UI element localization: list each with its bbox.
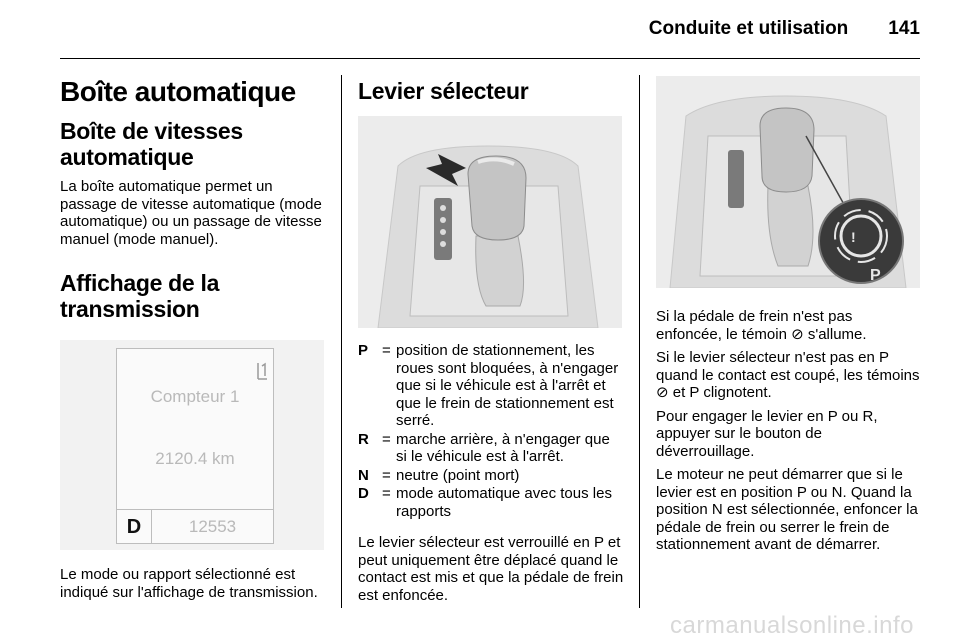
header-rule: [60, 58, 920, 59]
definition-list: [358, 342, 624, 520]
svg-text:P: P: [870, 267, 881, 284]
display-heading: Affichage de la transmission: [60, 270, 220, 322]
column-right: [656, 72, 920, 554]
definition-separator: =: [382, 485, 391, 502]
counter-label: Compteur 1: [150, 387, 240, 406]
section-title: Conduite et utilisation: [648, 18, 849, 39]
gear-lever-illustration: [358, 116, 622, 328]
definition-key: N: [358, 466, 369, 484]
definition-item: [358, 467, 624, 485]
paragraph: Pour engager le levier en P ou R, appuyer sur le bouton de déverrouillage.: [656, 407, 878, 460]
column-middle: [358, 72, 624, 604]
distance-value: 2120.4 km: [155, 449, 235, 468]
column-left: [60, 72, 326, 601]
unlock-button-closeup: [656, 76, 920, 288]
display-bottom-row: [117, 509, 273, 544]
trip-reset-icon: [255, 361, 269, 381]
transmission-display-image: [60, 340, 324, 550]
column-divider: [639, 75, 640, 608]
definition-item: [358, 431, 624, 466]
definition-text: marche arrière, à n'engager que si le véhicule est à l'arrêt.: [396, 430, 610, 465]
definition-text: mode automatique avec tous les rapports: [396, 485, 612, 520]
paragraph: Si la pédale de frein n'est pas enfoncée, le témoin ⊘ s'allume.: [656, 308, 867, 343]
gear-lever-drawing: [358, 116, 622, 328]
subtitle: Boîte de vitesses automatique: [60, 118, 243, 170]
definition-separator: =: [382, 466, 391, 484]
page-title: Boîte automatique: [60, 76, 296, 107]
lock-text: Le levier sélecteur est verrouillé en P et peut uniquement être déplacé quand le contact est mis et que la pédale de frein est enfoncée.: [358, 534, 624, 604]
column-divider: [341, 75, 342, 608]
paragraph: Si le levier sélecteur n'est pas en P quand le contact est coupé, les témoins ⊘ et P clignotent.: [656, 349, 920, 401]
definition-text: position de stationnement, les roues sont bloquées, à n'engager que si le véhicule est à l'arrêt et que le frein de stationnement est serré.: [396, 342, 619, 429]
definition-key: R: [358, 430, 369, 448]
definition-item: [358, 485, 624, 520]
page-header: [649, 18, 920, 48]
paragraph: Le moteur ne peut démarrer que si le levier est en position P ou N. Quand la position N est sélectionnée, enfoncer la pédale de frein ou serrer le frein de stationnement avant de démarrer.: [656, 466, 918, 553]
definition-key: P: [358, 342, 369, 359]
intro-text: La boîte automatique permet un passage de vitesse automatique (mode automatique) ou un passage de vitesse manuel (mode manuel).: [60, 178, 322, 248]
svg-text:!: !: [851, 229, 856, 245]
definition-item: [358, 342, 624, 430]
definition-separator: =: [382, 342, 391, 359]
watermark: carmanualsonline.info: [670, 612, 914, 639]
definition-text: neutre (point mort): [396, 466, 520, 484]
odometer-value: 12553: [188, 517, 237, 536]
section-heading: Levier sélecteur: [358, 78, 529, 104]
page-number: 141: [888, 18, 920, 39]
gear-indicator: D: [117, 510, 152, 544]
definition-separator: =: [382, 430, 391, 448]
display-panel: [116, 348, 274, 544]
unlock-button-drawing: [656, 76, 920, 288]
display-caption: Le mode ou rapport sélectionné est indiqué sur l'affichage de transmission.: [60, 566, 318, 601]
definition-key: D: [358, 485, 369, 502]
